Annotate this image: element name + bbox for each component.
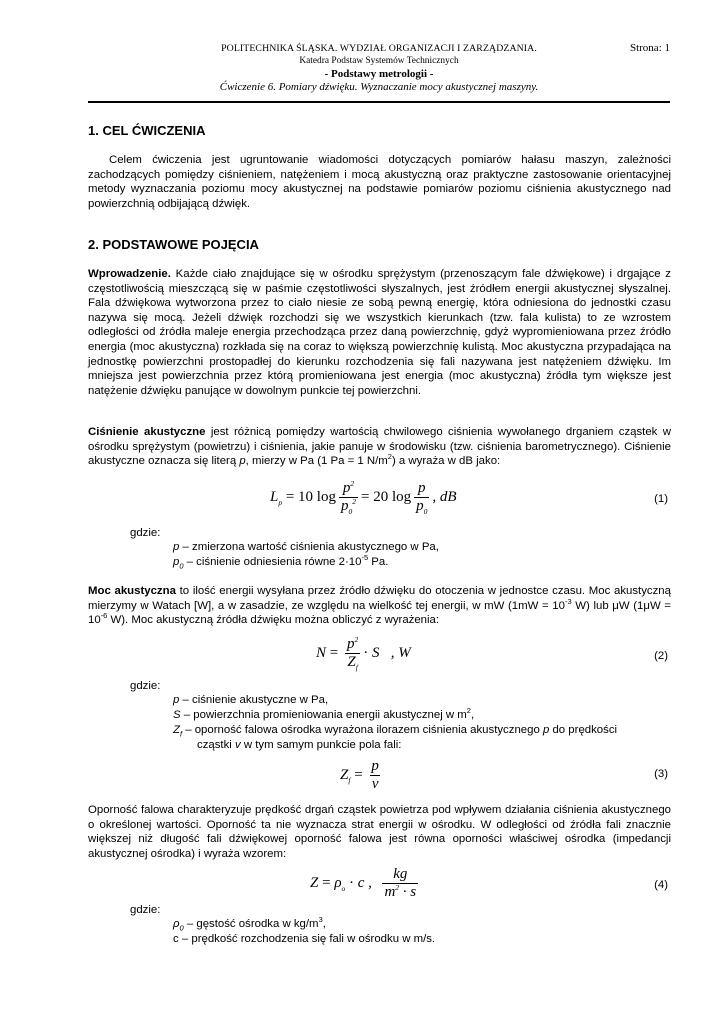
def-p-2: – ciśnienie akustyczne w Pa,: [179, 694, 329, 706]
pressure-label: Ciśnienie akustyczne: [88, 426, 206, 438]
department-line: Katedra Podstaw Systemów Technicznych: [299, 56, 459, 66]
power-text: to ilość energii wysyłana przez źródło dźwięku do otoczenia w jednostce czasu. Moc akustyczną mierzymy w Watach [W], a w zasadzie, ze względu na wielkość tej energii, w mW (1mW = 10: [88, 585, 671, 612]
equation-1: $L_p = 10$ log $\frac{p^2}{p_0^2}$ = 20 log $\frac{p}{p_0}$ , dB: [270, 479, 457, 516]
section-1-heading: 1. CEL ĆWICZENIA: [88, 123, 206, 138]
eq4-definitions: $\rho_0$ – gęstość ośrodka w $kg/m^3$, c – prędkość rozchodzenia się fali w ośrodku w m/s.: [173, 915, 436, 945]
power-exp-2: -6: [100, 611, 108, 621]
def-zf: – oporność falowa ośrodka wyrażona ilorazem ciśnienia akustycznego: [182, 724, 543, 736]
exercise-title: Ćwiczenie 6. Pomiary dźwięku. Wyznaczanie mocy akustycznej maszyny.: [219, 81, 539, 93]
equation-3-number: (3): [654, 768, 668, 780]
power-paragraph: [88, 584, 671, 628]
eq1-definitions: p – zmierzona wartość ciśnienia akustycznego w Pa, $p_0$ – ciśnienie odniesienia równe $2\cdot 10^{-5}$ Pa.: [173, 541, 439, 571]
def-rho: – gęstość ośrodka w kg/m: [183, 918, 319, 930]
pressure-text-end: ) a wyraża w dB jako:: [391, 455, 501, 468]
pressure-paragraph: Ciśnienie akustyczne jest różnicą pomiędzy wartością chwilowego ciśnienia wywołanego drganiem cząstek w ośrodku sprężystym (powietrzu) i ciśnienia, jakie panuje w środowisku (tzw. ciśnienia barometrycznego). Ciśnienie akustyczne oznacza się literą p, mierzy w Pa (1 Pa = 1 $N/m^2$) a wyraża w dB jako:: [88, 426, 671, 468]
section-2-heading: 2. PODSTAWOWE POJĘCIA: [88, 237, 259, 252]
course-title: - Podstawy metrologii -: [324, 68, 434, 80]
def-p0-end: Pa.: [368, 556, 389, 568]
where-label-3: gdzie:: [130, 904, 161, 916]
def-p0: – ciśnienie odniesienia równe 2·10: [183, 556, 362, 568]
power-text-c: W). Moc akustyczną źródła dźwięku można obliczyć z wyrażenia:: [107, 614, 440, 627]
def-c: c – prędkość rozchodzenia się fali w ośrodku w m/s.: [173, 933, 436, 945]
equation-2-number: (2): [654, 650, 668, 662]
def-p: – zmierzona wartość ciśnienia akustycznego w Pa,: [179, 541, 439, 553]
impedance-paragraph: Oporność falowa charakteryzuje prędkość drgań cząstek powietrza pod wpływem działania ciśnienia akustycznego o określonej wartości. Oporność ta nie wyznacza strat energii w ośrodku. W odległości od źródła fali znacznie większej niż długość fali dźwiękowej oporność falowa jest równa oporności właściwej ośrodka (impedancji akustycznej ośrodka) i wyraża wzorem:: [88, 804, 671, 860]
institution-line: POLITECHNIKA ŚLĄSKA. WYDZIAŁ ORGANIZACJI I ZARZĄDZANIA.: [221, 43, 537, 54]
header-divider: [88, 101, 670, 103]
def-v: cząstki: [197, 739, 235, 751]
power-exp-1: -3: [564, 596, 572, 606]
section-1-text: Celem ćwiczenia jest ugruntowanie wiadomości dotyczących pomiarów hałasu maszyn, zależności zachodzących pomiędzy ciśnieniem, natężeniem i mocą akustyczną oraz praktyczne zastosowanie orientacyjnej metody wyznaczania poziomu mocy akustycznej na podstawie pomiarów poziomu ciśnienia akustycznego nad powierzchnią odbijającą dźwięk.: [88, 154, 671, 210]
eq2-definitions: p – ciśnienie akustyczne w Pa, S – powierzchnia promieniowania energii akustycznej w $m^2$, $Z_f$ – oporność falowa ośrodka wyrażona ilorazem ciśnienia akustycznego p do prędkości cząstki v w tym samym punkcie pola fali:: [173, 694, 618, 751]
def-v-end: w tym samym punkcie pola fali:: [240, 739, 402, 751]
def-s: – powierzchnia promieniowania energii akustycznej w m: [180, 709, 467, 721]
power-text-b: W) lub μW (1μW = 10: [88, 599, 671, 627]
pressure-text-units: , mierzy w Pa (1 Pa = 1 N/m: [245, 455, 388, 468]
equation-1-number: (1): [654, 493, 668, 505]
equation-4-number: (4): [654, 879, 668, 891]
intro-label: Wprowadzenie.: [88, 268, 171, 280]
def-p0-exp: -5: [361, 553, 369, 563]
pressure-text: jest różnicą pomiędzy wartością chwilowego ciśnienia wywołanego drganiem cząstek w ośrodku sprężystym (powietrzu) i ciśnienia, jakie panuje w środowisku (tzw. ciśnienia barometrycznego). Ciśnienie akustyczne oznacza się literą: [88, 426, 671, 468]
equation-2: N = $\frac{p^2}{Z_f}$ · S , W: [316, 635, 411, 672]
page-number: Strona: 1: [629, 42, 670, 54]
where-label: gdzie:: [130, 527, 161, 539]
where-label-2: gdzie:: [130, 680, 161, 692]
power-label: Moc akustyczna: [88, 585, 176, 597]
equation-4: $Z = \rho_o \cdot c$ , $\frac{kg}{m^2 \cdot s}$: [310, 866, 417, 900]
equation-3: $Z_f$ = $\frac{p}{v}$: [340, 758, 379, 792]
intro-text: Każde ciało znajdujące się w ośrodku sprężystym (przenoszącym fale dźwiękowe) i drgające z częstotliwością mieszczącą się w paśmie częstotliwości słyszalnych, jest źródłem energii akustycznej słyszalnej. Fala dźwiękowa wytworzona przez to ciało niesie ze sobą pewną energię, która odniesiona do jednostki czasu nazywa się mocą. Jeżeli dźwięk rozchodzi się we wszystkich kierunkach (tzw. fala kulista) to ze wzrostem odległości od źródła maleje energia przechodząca przez daną powierzchnię, gdyż wypromieniowana przez źródło energia (moc akustyczna) rozkłada się na coraz to większą powierzchnię kulistą. Moc akustyczna przypadająca na jednostkę powierzchni prostopadłej do kierunku rozchodzenia się fali nazywana jest natężeniem dźwięku. Im mniejsza jest powierzchnia przez którą promieniowana jest energia (moc akustyczna) źródła tym większe jest natężenie dźwięku panujące w dowolnym punkcie tej powierzchni.: [88, 268, 671, 397]
intro-paragraph: [88, 267, 671, 398]
def-zf-end: do prędkości: [549, 724, 618, 736]
